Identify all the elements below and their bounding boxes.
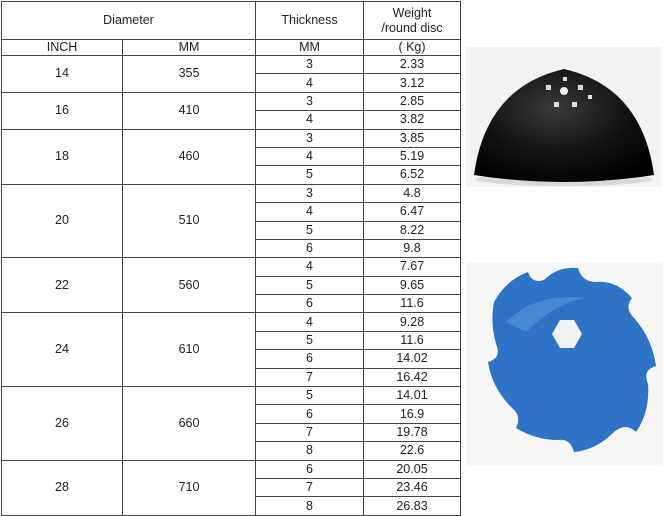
table-row	[2, 184, 461, 202]
thickness-cell: 6	[256, 460, 364, 478]
weight-cell: 6.52	[364, 166, 461, 184]
weight-cell: 9.28	[364, 313, 461, 331]
mm-cell: 510	[123, 184, 256, 258]
weight-cell: 11.6	[364, 295, 461, 313]
weight-cell: 11.6	[364, 331, 461, 349]
inch-cell: 14	[2, 56, 123, 93]
weight-header-line1: Weight	[392, 6, 432, 21]
mm-cell: 660	[123, 387, 256, 461]
table-row	[2, 56, 461, 74]
thickness-cell: 4	[256, 111, 364, 129]
inch-cell: 24	[2, 313, 123, 387]
inch-cell: 22	[2, 258, 123, 313]
inch-cell: 28	[2, 460, 123, 515]
mm-cell: 710	[123, 460, 256, 515]
kg-header: ( Kg)	[364, 40, 461, 56]
table-row	[2, 92, 461, 110]
thickness-cell: 4	[256, 203, 364, 221]
thickness-cell: 6	[256, 295, 364, 313]
thickness-cell: 3	[256, 92, 364, 110]
thickness-cell: 6	[256, 239, 364, 257]
inch-cell: 16	[2, 92, 123, 129]
inch-cell: 26	[2, 387, 123, 461]
weight-cell: 14.01	[364, 387, 461, 405]
weight-cell: 20.05	[364, 460, 461, 478]
diameter-header: Diameter	[2, 2, 256, 40]
disc-spec-table	[1, 1, 461, 516]
thickness-cell: 7	[256, 478, 364, 496]
weight-cell: 16.42	[364, 368, 461, 386]
weight-cell: 23.46	[364, 478, 461, 496]
mm-cell: 560	[123, 258, 256, 313]
thickness-cell: 4	[256, 258, 364, 276]
weight-header-line2: /round disc	[381, 20, 443, 35]
weight-cell: 7.67	[364, 258, 461, 276]
thickness-cell: 4	[256, 74, 364, 92]
thickness-cell: 7	[256, 368, 364, 386]
smooth-disc-photo	[466, 47, 661, 187]
mm-cell: 610	[123, 313, 256, 387]
table-row	[2, 313, 461, 331]
weight-cell: 3.82	[364, 111, 461, 129]
thickness-cell: 5	[256, 276, 364, 294]
thickness-cell: 3	[256, 129, 364, 147]
weight-cell: 9.8	[364, 239, 461, 257]
weight-cell: 8.22	[364, 221, 461, 239]
thickness-cell: 5	[256, 166, 364, 184]
weight-cell: 14.02	[364, 350, 461, 368]
weight-cell: 3.85	[364, 129, 461, 147]
weight-cell: 16.9	[364, 405, 461, 423]
thickness-cell: 5	[256, 387, 364, 405]
weight-cell: 3.12	[364, 74, 461, 92]
thickness-cell: 6	[256, 350, 364, 368]
weight-cell: 9.65	[364, 276, 461, 294]
weight-header	[364, 2, 461, 40]
weight-cell: 26.83	[364, 497, 461, 515]
mm-cell: 410	[123, 92, 256, 129]
mm-thickness-header: MM	[256, 40, 364, 56]
thickness-cell: 6	[256, 405, 364, 423]
mm-cell: 460	[123, 129, 256, 184]
inch-cell: 18	[2, 129, 123, 184]
weight-cell: 4.8	[364, 184, 461, 202]
thickness-cell: 3	[256, 184, 364, 202]
thickness-cell: 7	[256, 423, 364, 441]
thickness-cell: 5	[256, 221, 364, 239]
weight-cell: 2.85	[364, 92, 461, 110]
header-row-1	[2, 2, 461, 40]
thickness-cell: 5	[256, 331, 364, 349]
weight-cell: 5.19	[364, 147, 461, 165]
mm-cell: 355	[123, 56, 256, 93]
inch-cell: 20	[2, 184, 123, 258]
weight-cell: 6.47	[364, 203, 461, 221]
weight-cell: 22.6	[364, 442, 461, 460]
thickness-cell: 4	[256, 147, 364, 165]
header-row-2	[2, 40, 461, 56]
thickness-cell: 8	[256, 442, 364, 460]
thickness-cell: 3	[256, 56, 364, 74]
weight-cell: 2.33	[364, 56, 461, 74]
table-row	[2, 129, 461, 147]
table-row	[2, 387, 461, 405]
table-row	[2, 258, 461, 276]
table-row	[2, 460, 461, 478]
thickness-cell: 4	[256, 313, 364, 331]
inch-header: INCH	[2, 40, 123, 56]
thickness-header: Thickness	[256, 2, 364, 40]
mm-diameter-header: MM	[123, 40, 256, 56]
thickness-cell: 8	[256, 497, 364, 515]
notched-disc-photo	[466, 262, 663, 466]
weight-cell: 19.78	[364, 423, 461, 441]
